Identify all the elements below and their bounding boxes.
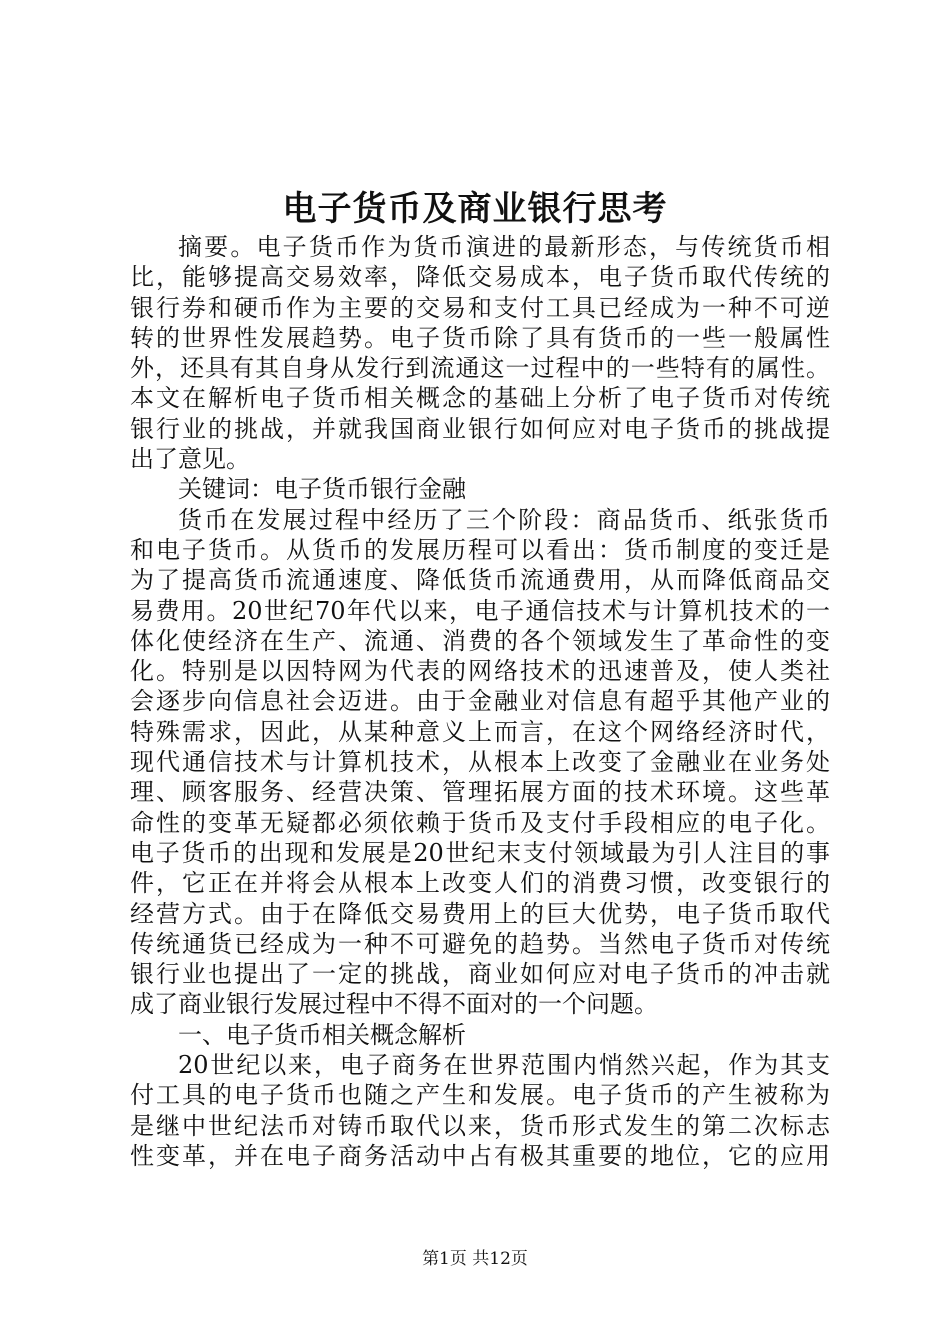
text-line: 件，它正在并将会从根本上改变人们的消费习惯，改变银行的 — [130, 869, 830, 898]
text-line: 特殊需求，因此，从某种意义上而言，在这个网络经济时代， — [130, 717, 830, 746]
text-line: 会逐步向信息社会迈进。由于金融业对信息有超乎其他产业的 — [130, 687, 830, 716]
text-line: 银行券和硬币作为主要的交易和支付工具已经成为一种不可逆 — [130, 293, 830, 322]
text-line: 转的世界性发展趋势。电子货币除了具有货币的一些一般属性 — [130, 323, 830, 352]
text-line: 关键词：电子货币银行金融 — [178, 475, 466, 504]
text-line: 成了商业银行发展过程中不得不面对的一个问题。 — [130, 990, 658, 1019]
text-line: 付工具的电子货币也随之产生和发展。电子货币的产生被称为 — [130, 1081, 830, 1110]
text-line: 传统通货已经成为一种不可避免的趋势。当然电子货币对传统 — [130, 929, 830, 958]
text-line: 比，能够提高交易效率，降低交易成本，电子货币取代传统的 — [130, 263, 830, 292]
document-title: 电子货币及商业银行思考 — [282, 189, 668, 229]
text-line: 为了提高货币流通速度、降低货币流通费用，从而降低商品交 — [130, 566, 830, 595]
text-line: 和电子货币。从货币的发展历程可以看出：货币制度的变迁是 — [130, 535, 830, 564]
document-body — [130, 232, 830, 1171]
text-line: 一、电子货币相关概念解析 — [178, 1020, 466, 1049]
text-line: 本文在解析电子货币相关概念的基础上分析了电子货币对传统 — [130, 384, 830, 413]
text-line: 20世纪以来，电子商务在世界范围内悄然兴起，作为其支 — [178, 1051, 830, 1080]
text-line: 银行业也提出了一定的挑战，商业如何应对电子货币的冲击就 — [130, 960, 830, 989]
text-line: 命性的变革无疑都必须依赖于货币及支付手段相应的电子化。 — [130, 808, 830, 837]
text-line: 易费用。20世纪70年代以来，电子通信技术与计算机技术的一 — [130, 596, 830, 625]
text-line: 货币在发展过程中经历了三个阶段：商品货币、纸张货币 — [178, 505, 830, 534]
text-line: 摘要。电子货币作为货币演进的最新形态，与传统货币相 — [178, 233, 830, 261]
text-line: 是继中世纪法币对铸币取代以来，货币形式发生的第二次标志 — [130, 1111, 830, 1140]
text-line: 性变革，并在电子商务活动中占有极其重要的地位，它的应用 — [130, 1141, 830, 1170]
page-footer: 第1页 共12页 — [422, 1249, 528, 1269]
text-line: 理、顾客服务、经营决策、管理拓展方面的技术环境。这些革 — [130, 778, 830, 807]
text-line: 现代通信技术与计算机技术，从根本上改变了金融业在业务处 — [130, 748, 830, 777]
text-line: 外，还具有其自身从发行到流通这一过程中的一些特有的属性。 — [130, 354, 830, 383]
text-line: 出了意见。 — [130, 445, 250, 474]
text-line: 经营方式。由于在降低交易费用上的巨大优势，电子货币取代 — [130, 899, 830, 928]
text-line: 体化使经济在生产、流通、消费的各个领域发生了革命性的变 — [130, 626, 830, 655]
text-line: 化。特别是以因特网为代表的网络技术的迅速普及，使人类社 — [130, 657, 830, 686]
text-line: 电子货币的出现和发展是20世纪末支付领域最为引人注目的事 — [130, 838, 830, 867]
text-line: 银行业的挑战，并就我国商业银行如何应对电子货币的挑战提 — [130, 414, 830, 443]
